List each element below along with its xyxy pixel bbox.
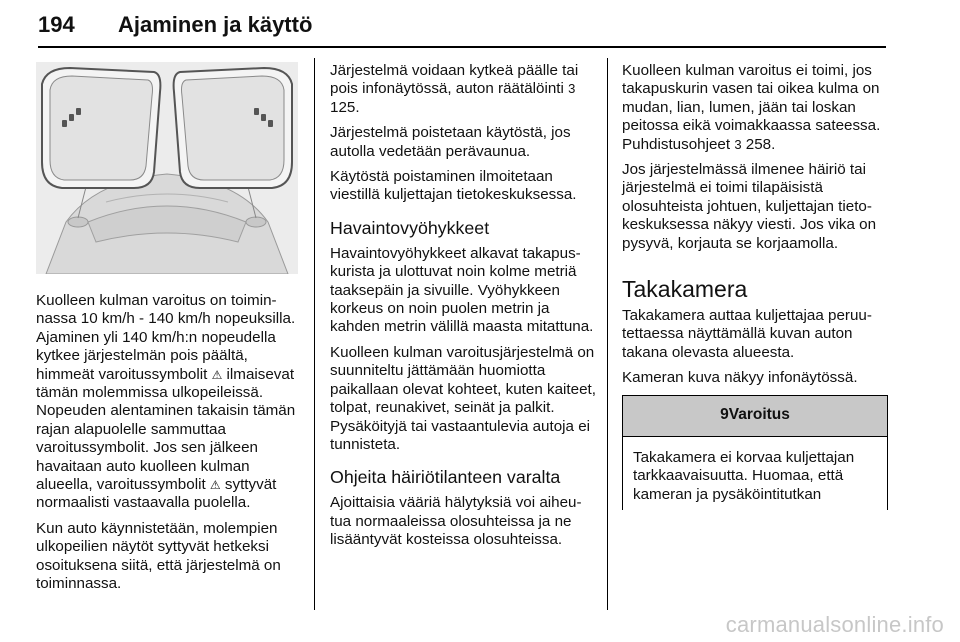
paragraph-toggle: [330, 62, 596, 117]
paragraph-startup: Kun auto käynnistetään, molempien ulkopeilien näytöt syttyvät hetkeksi osoituksena siitä, että järjestelmä on toiminnassa.: [36, 519, 281, 593]
heading-fault: Ohjeita häiriötilanteen varalta: [330, 467, 561, 488]
page-ref-arrow-icon: 3: [734, 136, 742, 152]
page-ref-link[interactable]: 258.: [745, 135, 776, 153]
mirror-warning-icon: ⚠: [211, 367, 223, 382]
heading-rear-camera: Takakamera: [622, 276, 748, 303]
page-ref-link[interactable]: 125.: [330, 98, 360, 116]
warning-box: [622, 395, 888, 510]
paragraph-speed-range: [36, 292, 298, 513]
heading-detection-zones: Havaintovyöhykkeet: [330, 217, 490, 238]
paragraph-malfunction: Jos järjestelmässä ilmenee häiriö tai järjestelmä ei toimi tilapäisistä olosuhteista johtuen, kuljettajan tietokeskuksessa näkyy viesti. Jos vika on pysyvä, korjauta se korjaamolla.: [622, 161, 877, 252]
paragraph-message: Käytöstä poistaminen ilmoitetaan viestillä kuljettajan tietokeskuksessa.: [330, 168, 577, 204]
page-header: [38, 8, 886, 42]
paragraph-false-alarms: Ajoittaisia vääriä hälytyksiä voi aiheutua normaaleissa olosuhteissa ja ne lisääntyvät kosteissa olosuhteissa.: [330, 494, 582, 549]
paragraph-camera-intro: Takakamera auttaa kuljettajaa peruutettaessa näyttämällä kuvan auton takana olevasta alueesta.: [622, 307, 872, 361]
speed-text-1: Kuolleen kulman varoitus on toiminnassa 10 km/h - 140 km/h nopeuksilla. Ajaminen yli 140 km/h:n nopeudella kytkee järjestelmän pois päältä, himmeät varoitussymbolit: [36, 292, 296, 383]
paragraph-camera-display: Kameran kuva näkyy infonäytössä.: [622, 369, 858, 387]
mirror-illustration-graphic: [36, 62, 298, 274]
mirror-warning-icon: ⚠: [209, 478, 221, 493]
warning-icon: 9: [720, 406, 729, 424]
column-3: [622, 62, 888, 510]
speed-text-3: syttyvät normaalisti vastaavalla puolella.: [36, 476, 277, 512]
toggle-text: Järjestelmä voidaan kytkeä päälle tai pois infonäytössä, auton räätälöinti: [330, 62, 579, 98]
column-2: [330, 62, 596, 557]
warning-body: [623, 437, 887, 510]
warning-header: [623, 396, 887, 437]
watermark: carmanualsonline.info: [725, 612, 944, 637]
chapter-title: Ajaminen ja käyttö: [118, 12, 313, 37]
page-ref-arrow-icon: 3: [568, 81, 576, 97]
column-1: [36, 62, 298, 601]
paragraph-trailer: Järjestelmä poistetaan käytöstä, jos autolla vedetään perävaunua.: [330, 124, 571, 160]
warning-text: Takakamera ei korvaa kuljettajan tarkkaavaisuutta. Huomaa, että kameran ja pysäköintitutkan: [633, 448, 855, 503]
paragraph-stationary: Kuolleen kulman varoitusjärjestelmä on suunniteltu jättämään huomiotta paikallaan olevat kohteet, kuten kaiteet, tolpat, reunakivet, seinät ja palkit. Pysäköityjä tai vastaantulevia autoja ei tunnisteta.: [330, 343, 596, 453]
speed-text-2: ilmaisevat tämän molemmissa ulkopeileissä. Nopeuden alentaminen takaisin tämän rajan alapuolelle sammuttaa varoitussymbolit. Jos sen jälkeen havaitaan auto kuolleen kulman alueella, varoitussymbolit: [36, 365, 296, 494]
dirt-text: Kuolleen kulman varoitus ei toimi, jos takapuskurin vasen tai oikea kulma on mudan, lian, lumen, jään tai loskan peitossa eikä voimakkaassa sateessa. Puhdistusohjeet: [622, 62, 881, 153]
warning-title: Varoitus: [728, 406, 790, 424]
column-divider-1: [314, 58, 315, 610]
column-divider-2: [607, 58, 608, 610]
page-number: 194: [38, 12, 75, 37]
header-divider: [38, 46, 886, 48]
mirror-illustration: [36, 62, 298, 274]
paragraph-zones: Havaintovyöhykkeet alkavat takapuskurista ja ulottuvat noin kolme metriä taaksepäin ja sivuille. Vyöhykkeen korkeus on noin puolen metrin ja kahden metrin välillä maasta mitattuna.: [330, 244, 594, 336]
paragraph-dirt: [622, 62, 888, 154]
